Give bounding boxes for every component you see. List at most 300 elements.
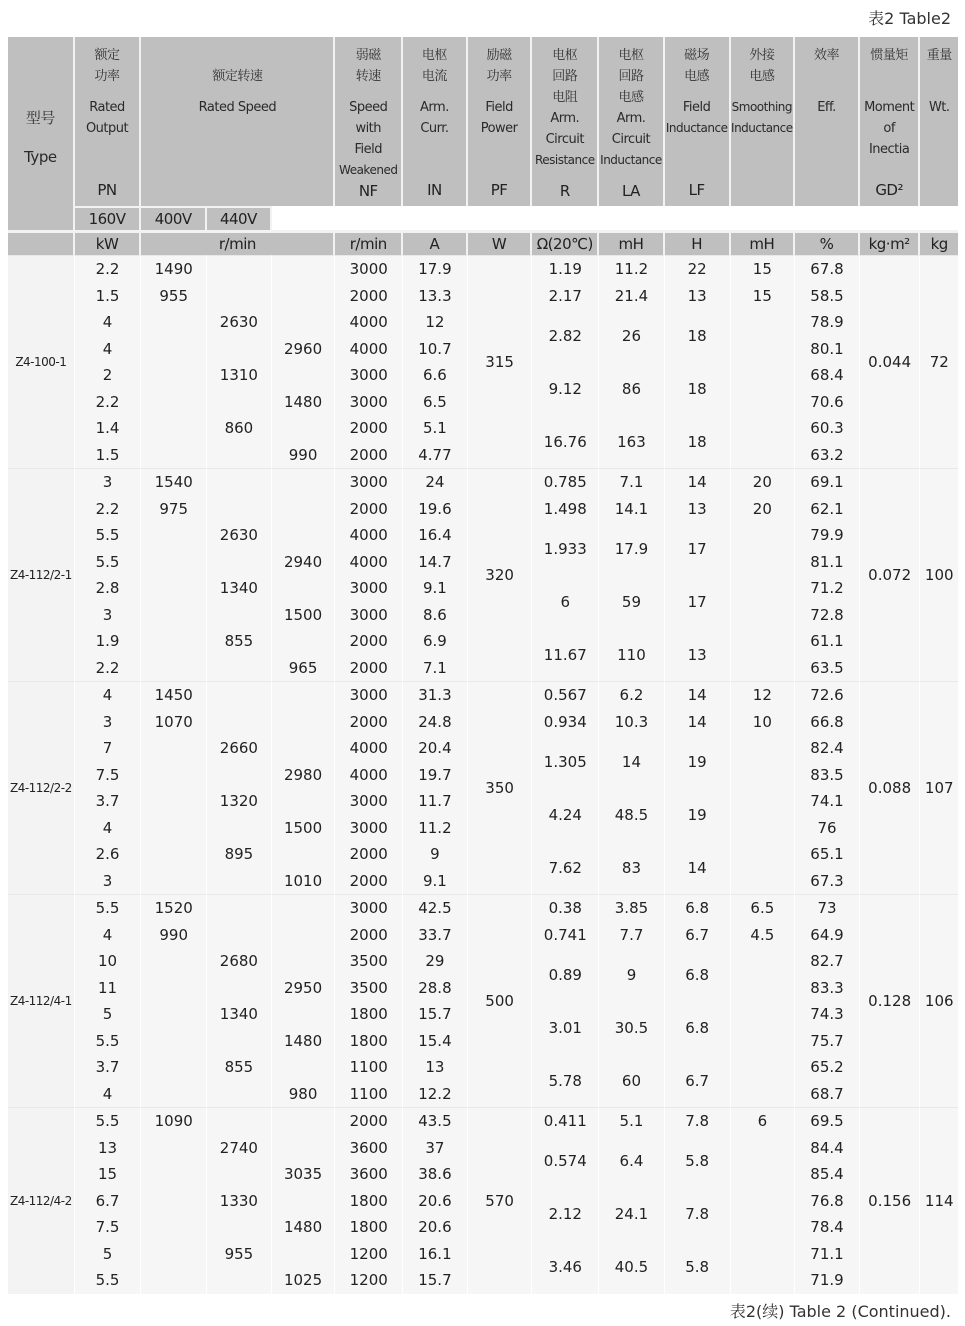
moment-of-inertia-cell: 0.156 [860, 1107, 921, 1294]
efficiency-cell: 65.2 [795, 1054, 860, 1081]
arm-current-cell: 7.1 [403, 655, 468, 682]
speed-160v-cell: 1490 [141, 255, 207, 283]
speed-field-weakened-cell: 3000 [335, 362, 403, 389]
efficiency-cell: 71.1 [795, 1241, 860, 1268]
speed-400v-cell: 1330 [207, 1188, 272, 1215]
speed-400v-cell: 1340 [207, 575, 272, 602]
speed-440v-cell: 1500 [272, 602, 336, 629]
efficiency-cell: 64.9 [795, 922, 860, 949]
speed-400v-cell [207, 468, 272, 496]
field-power-cell: 570 [468, 1107, 533, 1294]
efficiency-cell: 68.7 [795, 1081, 860, 1108]
arm-inductance-cell: 26 [599, 309, 665, 362]
efficiency-cell: 63.5 [795, 655, 860, 682]
rated-output-cell: 2.8 [75, 575, 142, 602]
speed-160v-cell [141, 1001, 207, 1028]
arm-current-cell: 20.6 [403, 1188, 468, 1215]
header-rated-output: 额定 功率 Rated Output PN [75, 37, 142, 206]
arm-inductance-cell: 7.7 [599, 922, 665, 949]
speed-160v-cell [141, 735, 207, 762]
arm-resistance-cell: 1.933 [532, 522, 599, 575]
speed-160v-cell [141, 336, 207, 363]
speed-400v-cell [207, 1028, 272, 1055]
speed-160v-cell [141, 655, 207, 682]
speed-160v-cell [141, 788, 207, 815]
speed-160v-cell [141, 628, 207, 655]
rated-output-cell: 3 [75, 868, 142, 895]
speed-440v-cell: 2940 [272, 549, 336, 576]
arm-current-cell: 20.6 [403, 1214, 468, 1241]
speed-400v-cell: 1320 [207, 788, 272, 815]
model-type-cell: Z4-112/4-2 [8, 1107, 75, 1294]
arm-current-cell: 9.1 [403, 868, 468, 895]
smoothing-inductance-cell [731, 1188, 796, 1241]
arm-resistance-cell: 7.62 [532, 841, 599, 894]
arm-current-cell: 33.7 [403, 922, 468, 949]
speed-440v-cell: 1480 [272, 1028, 336, 1055]
field-inductance-cell: 18 [665, 309, 731, 362]
arm-resistance-cell: 0.785 [532, 468, 599, 496]
weight-cell: 100 [920, 468, 958, 681]
speed-440v-cell [272, 1107, 336, 1135]
speed-440v-cell [272, 575, 336, 602]
header-rated-speed: 额定转速 Rated Speed [141, 37, 335, 206]
speed-field-weakened-cell: 3000 [335, 255, 403, 283]
arm-current-cell: 16.1 [403, 1241, 468, 1268]
field-power-cell: 350 [468, 681, 533, 894]
efficiency-cell: 67.3 [795, 868, 860, 895]
arm-inductance-cell: 6.4 [599, 1135, 665, 1188]
speed-160v-cell [141, 762, 207, 789]
table-row [8, 468, 958, 496]
speed-160v-cell [141, 602, 207, 629]
arm-inductance-cell: 59 [599, 575, 665, 628]
speed-400v-cell [207, 602, 272, 629]
arm-inductance-cell: 5.1 [599, 1107, 665, 1135]
speed-440v-cell [272, 283, 336, 310]
field-inductance-cell: 6.8 [665, 1001, 731, 1054]
field-inductance-cell: 22 [665, 255, 731, 283]
speed-field-weakened-cell: 3000 [335, 681, 403, 709]
speed-400v-cell: 2740 [207, 1135, 272, 1162]
speed-440v-cell [272, 1188, 336, 1215]
arm-current-cell: 19.6 [403, 496, 468, 523]
header-smoothing-inductance: 外接 电感 Smoothing Inductance [731, 37, 796, 206]
speed-400v-cell: 855 [207, 628, 272, 655]
speed-field-weakened-cell: 2000 [335, 442, 403, 469]
arm-inductance-cell: 9 [599, 948, 665, 1001]
speed-400v-cell: 2680 [207, 948, 272, 975]
arm-current-cell: 17.9 [403, 255, 468, 283]
arm-current-cell: 28.8 [403, 975, 468, 1002]
rated-output-cell: 1.4 [75, 415, 142, 442]
speed-400v-cell: 895 [207, 841, 272, 868]
weight-cell: 114 [920, 1107, 958, 1294]
rated-output-cell: 4 [75, 681, 142, 709]
rated-output-cell: 1.5 [75, 283, 142, 310]
efficiency-cell: 82.4 [795, 735, 860, 762]
smoothing-inductance-cell [731, 522, 796, 575]
speed-440v-cell: 990 [272, 442, 336, 469]
speed-field-weakened-cell: 4000 [335, 762, 403, 789]
header-type: 型号 Type [8, 37, 75, 230]
rated-output-cell: 7 [75, 735, 142, 762]
arm-resistance-cell: 1.498 [532, 496, 599, 523]
efficiency-cell: 72.8 [795, 602, 860, 629]
field-inductance-cell: 17 [665, 575, 731, 628]
header-efficiency: 效率 Eff. [795, 37, 860, 206]
smoothing-inductance-cell [731, 362, 796, 415]
model-type-cell: Z4-112/2-2 [8, 681, 75, 894]
field-inductance-cell: 6.8 [665, 894, 731, 922]
speed-440v-cell: 2980 [272, 762, 336, 789]
moment-of-inertia-cell: 0.128 [860, 894, 921, 1107]
field-inductance-cell: 19 [665, 788, 731, 841]
table-row [8, 894, 958, 922]
table-row [8, 681, 958, 709]
speed-400v-cell [207, 922, 272, 949]
rated-output-cell: 5.5 [75, 522, 142, 549]
speed-160v-cell [141, 362, 207, 389]
speed-160v-cell: 1520 [141, 894, 207, 922]
speed-440v-cell: 2960 [272, 336, 336, 363]
motor-spec-table [8, 37, 958, 1294]
arm-current-cell: 31.3 [403, 681, 468, 709]
speed-field-weakened-cell: 3000 [335, 575, 403, 602]
arm-current-cell: 29 [403, 948, 468, 975]
efficiency-cell: 74.1 [795, 788, 860, 815]
arm-current-cell: 38.6 [403, 1161, 468, 1188]
speed-160v-cell [141, 442, 207, 469]
field-inductance-cell: 6.8 [665, 948, 731, 1001]
speed-field-weakened-cell: 3600 [335, 1135, 403, 1162]
arm-inductance-cell: 6.2 [599, 681, 665, 709]
speed-160v-cell: 975 [141, 496, 207, 523]
speed-160v-cell [141, 389, 207, 416]
smoothing-inductance-cell [731, 841, 796, 894]
smoothing-inductance-cell [731, 1135, 796, 1188]
rated-output-cell: 3 [75, 709, 142, 736]
smoothing-inductance-cell: 20 [731, 496, 796, 523]
moment-of-inertia-cell: 0.044 [860, 255, 921, 468]
speed-440v-cell [272, 1054, 336, 1081]
efficiency-cell: 65.1 [795, 841, 860, 868]
speed-field-weakened-cell: 2000 [335, 841, 403, 868]
model-type-cell: Z4-112/2-1 [8, 468, 75, 681]
arm-inductance-cell: 3.85 [599, 894, 665, 922]
field-inductance-cell: 19 [665, 735, 731, 788]
smoothing-inductance-cell: 12 [731, 681, 796, 709]
efficiency-cell: 63.2 [795, 442, 860, 469]
smoothing-inductance-cell [731, 415, 796, 468]
speed-400v-cell: 1310 [207, 362, 272, 389]
unit-type [8, 230, 75, 255]
speed-400v-cell [207, 442, 272, 469]
speed-160v-cell: 1070 [141, 709, 207, 736]
speed-400v-cell [207, 762, 272, 789]
arm-current-cell: 13.3 [403, 283, 468, 310]
speed-440v-cell [272, 922, 336, 949]
speed-160v-cell [141, 868, 207, 895]
unit-nf: r/min [335, 230, 403, 255]
field-power-cell: 500 [468, 894, 533, 1107]
speed-160v-cell [141, 549, 207, 576]
arm-current-cell: 20.4 [403, 735, 468, 762]
unit-speed: r/min [141, 230, 335, 255]
field-inductance-cell: 13 [665, 628, 731, 681]
speed-field-weakened-cell: 2000 [335, 415, 403, 442]
arm-resistance-cell: 0.411 [532, 1107, 599, 1135]
field-power-cell: 315 [468, 255, 533, 468]
speed-400v-cell [207, 868, 272, 895]
arm-inductance-cell: 17.9 [599, 522, 665, 575]
arm-current-cell: 6.9 [403, 628, 468, 655]
arm-current-cell: 6.6 [403, 362, 468, 389]
efficiency-cell: 79.9 [795, 522, 860, 549]
arm-current-cell: 12.2 [403, 1081, 468, 1108]
speed-160v-cell [141, 1161, 207, 1188]
arm-current-cell: 16.4 [403, 522, 468, 549]
rated-output-cell: 3.7 [75, 1054, 142, 1081]
speed-field-weakened-cell: 2000 [335, 1107, 403, 1135]
speed-160v-cell [141, 1135, 207, 1162]
efficiency-cell: 71.2 [795, 575, 860, 602]
speed-440v-cell: 1480 [272, 389, 336, 416]
speed-440v-cell [272, 1001, 336, 1028]
weight-cell: 72 [920, 255, 958, 468]
efficiency-cell: 69.1 [795, 468, 860, 496]
unit-in: A [403, 230, 468, 255]
smoothing-inductance-cell: 15 [731, 255, 796, 283]
rated-output-cell: 4 [75, 309, 142, 336]
speed-440v-cell: 965 [272, 655, 336, 682]
arm-inductance-cell: 21.4 [599, 283, 665, 310]
speed-field-weakened-cell: 1100 [335, 1081, 403, 1108]
efficiency-cell: 81.1 [795, 549, 860, 576]
unit-pn: kW [75, 230, 142, 255]
field-inductance-cell: 5.8 [665, 1241, 731, 1294]
speed-400v-cell [207, 1267, 272, 1294]
rated-output-cell: 10 [75, 948, 142, 975]
speed-440v-cell: 1480 [272, 1214, 336, 1241]
speed-field-weakened-cell: 1800 [335, 1214, 403, 1241]
speed-440v-cell [272, 681, 336, 709]
rated-output-cell: 3.7 [75, 788, 142, 815]
arm-current-cell: 11.2 [403, 815, 468, 842]
speed-400v-cell [207, 815, 272, 842]
speed-400v-cell [207, 894, 272, 922]
smoothing-inductance-cell [731, 575, 796, 628]
speed-440v-cell [272, 894, 336, 922]
speed-160v-cell [141, 1054, 207, 1081]
speed-400v-cell [207, 389, 272, 416]
arm-current-cell: 37 [403, 1135, 468, 1162]
field-inductance-cell: 13 [665, 283, 731, 310]
header-field-power: 励磁 功率 Field Power PF [468, 37, 533, 206]
speed-field-weakened-cell: 4000 [335, 336, 403, 363]
speed-field-weakened-cell: 3500 [335, 975, 403, 1002]
speed-160v-cell [141, 815, 207, 842]
smoothing-inductance-cell: 10 [731, 709, 796, 736]
speed-field-weakened-cell: 2000 [335, 283, 403, 310]
arm-current-cell: 15.4 [403, 1028, 468, 1055]
arm-current-cell: 9.1 [403, 575, 468, 602]
arm-resistance-cell: 0.574 [532, 1135, 599, 1188]
rated-output-cell: 5.5 [75, 1107, 142, 1135]
rated-output-cell: 13 [75, 1135, 142, 1162]
efficiency-cell: 71.9 [795, 1267, 860, 1294]
arm-inductance-cell: 86 [599, 362, 665, 415]
speed-440v-cell [272, 1241, 336, 1268]
speed-160v-cell [141, 415, 207, 442]
efficiency-cell: 84.4 [795, 1135, 860, 1162]
arm-current-cell: 43.5 [403, 1107, 468, 1135]
efficiency-cell: 73 [795, 894, 860, 922]
rated-output-cell: 6.7 [75, 1188, 142, 1215]
arm-current-cell: 8.6 [403, 602, 468, 629]
efficiency-cell: 61.1 [795, 628, 860, 655]
rated-output-cell: 2.2 [75, 655, 142, 682]
arm-current-cell: 11.7 [403, 788, 468, 815]
efficiency-cell: 76.8 [795, 1188, 860, 1215]
unit-pf: W [468, 230, 533, 255]
arm-resistance-cell: 9.12 [532, 362, 599, 415]
speed-160v-cell: 1450 [141, 681, 207, 709]
speed-160v-cell [141, 309, 207, 336]
unit-la: mH [599, 230, 665, 255]
speed-400v-cell [207, 709, 272, 736]
field-power-cell: 320 [468, 468, 533, 681]
speed-440v-cell [272, 255, 336, 283]
speed-400v-cell: 1340 [207, 1001, 272, 1028]
rated-output-cell: 5.5 [75, 894, 142, 922]
arm-resistance-cell: 2.17 [532, 283, 599, 310]
speed-field-weakened-cell: 2000 [335, 628, 403, 655]
speed-400v-cell: 855 [207, 1054, 272, 1081]
speed-160v-cell [141, 948, 207, 975]
arm-current-cell: 10.7 [403, 336, 468, 363]
efficiency-cell: 78.4 [795, 1214, 860, 1241]
arm-inductance-cell: 163 [599, 415, 665, 468]
speed-440v-cell [272, 628, 336, 655]
header-weight: 重量 Wt. [920, 37, 958, 206]
header-field-inductance: 磁场 电感 Field Inductance LF [665, 37, 731, 206]
field-inductance-cell: 14 [665, 468, 731, 496]
rated-output-cell: 5.5 [75, 549, 142, 576]
arm-resistance-cell: 0.567 [532, 681, 599, 709]
arm-resistance-cell: 11.67 [532, 628, 599, 681]
rated-output-cell: 2.2 [75, 496, 142, 523]
field-inductance-cell: 17 [665, 522, 731, 575]
speed-440v-cell [272, 362, 336, 389]
header-arm-curr: 电枢 电流 Arm. Curr. IN [403, 37, 468, 206]
arm-inductance-cell: 83 [599, 841, 665, 894]
arm-current-cell: 15.7 [403, 1267, 468, 1294]
smoothing-inductance-cell [731, 788, 796, 841]
speed-field-weakened-cell: 3000 [335, 468, 403, 496]
speed-440v-cell: 980 [272, 1081, 336, 1108]
rated-output-cell: 5.5 [75, 1028, 142, 1055]
speed-field-weakened-cell: 1800 [335, 1028, 403, 1055]
smoothing-inductance-cell: 4.5 [731, 922, 796, 949]
speed-160v-cell: 1540 [141, 468, 207, 496]
rated-output-cell: 7.5 [75, 762, 142, 789]
speed-field-weakened-cell: 3000 [335, 815, 403, 842]
speed-field-weakened-cell: 1200 [335, 1267, 403, 1294]
speed-440v-cell [272, 468, 336, 496]
arm-resistance-cell: 2.82 [532, 309, 599, 362]
speed-160v-cell: 955 [141, 283, 207, 310]
efficiency-cell: 58.5 [795, 283, 860, 310]
rated-output-cell: 2.2 [75, 255, 142, 283]
speed-field-weakened-cell: 1200 [335, 1241, 403, 1268]
arm-current-cell: 42.5 [403, 894, 468, 922]
speed-field-weakened-cell: 2000 [335, 709, 403, 736]
arm-inductance-cell: 14.1 [599, 496, 665, 523]
field-inductance-cell: 6.7 [665, 1054, 731, 1107]
field-inductance-cell: 7.8 [665, 1107, 731, 1135]
speed-400v-cell [207, 1107, 272, 1135]
speed-400v-cell [207, 283, 272, 310]
speed-400v-cell [207, 975, 272, 1002]
speed-field-weakened-cell: 3000 [335, 602, 403, 629]
speed-field-weakened-cell: 4000 [335, 735, 403, 762]
speed-field-weakened-cell: 4000 [335, 549, 403, 576]
speed-400v-cell [207, 496, 272, 523]
speed-440v-cell [272, 841, 336, 868]
smoothing-inductance-cell [731, 1241, 796, 1294]
speed-400v-cell [207, 655, 272, 682]
unit-wt: kg [920, 230, 958, 255]
arm-current-cell: 12 [403, 309, 468, 336]
rated-output-cell: 7.5 [75, 1214, 142, 1241]
efficiency-cell: 83.5 [795, 762, 860, 789]
arm-inductance-cell: 10.3 [599, 709, 665, 736]
speed-field-weakened-cell: 3500 [335, 948, 403, 975]
speed-400v-cell [207, 255, 272, 283]
speed-400v-cell: 955 [207, 1241, 272, 1268]
field-inductance-cell: 14 [665, 709, 731, 736]
field-inductance-cell: 13 [665, 496, 731, 523]
model-type-cell: Z4-100-1 [8, 255, 75, 468]
header-units-row [8, 230, 958, 255]
field-inductance-cell: 6.7 [665, 922, 731, 949]
arm-current-cell: 19.7 [403, 762, 468, 789]
efficiency-cell: 70.6 [795, 389, 860, 416]
smoothing-inductance-cell [731, 309, 796, 362]
rated-output-cell: 4 [75, 922, 142, 949]
speed-160v-cell [141, 1188, 207, 1215]
model-type-cell: Z4-112/4-1 [8, 894, 75, 1107]
efficiency-cell: 82.7 [795, 948, 860, 975]
table-caption: 表2 Table2 [868, 9, 951, 28]
speed-field-weakened-cell: 2000 [335, 922, 403, 949]
arm-current-cell: 9 [403, 841, 468, 868]
rated-output-cell: 2.6 [75, 841, 142, 868]
speed-400v-cell [207, 681, 272, 709]
smoothing-inductance-cell: 15 [731, 283, 796, 310]
rated-output-cell: 2.2 [75, 389, 142, 416]
speed-160v-cell [141, 522, 207, 549]
speed-400v-cell [207, 336, 272, 363]
arm-current-cell: 13 [403, 1054, 468, 1081]
efficiency-cell: 75.7 [795, 1028, 860, 1055]
arm-resistance-cell: 6 [532, 575, 599, 628]
arm-resistance-cell: 2.12 [532, 1188, 599, 1241]
table-body [8, 255, 958, 1294]
field-inductance-cell: 18 [665, 415, 731, 468]
arm-resistance-cell: 16.76 [532, 415, 599, 468]
